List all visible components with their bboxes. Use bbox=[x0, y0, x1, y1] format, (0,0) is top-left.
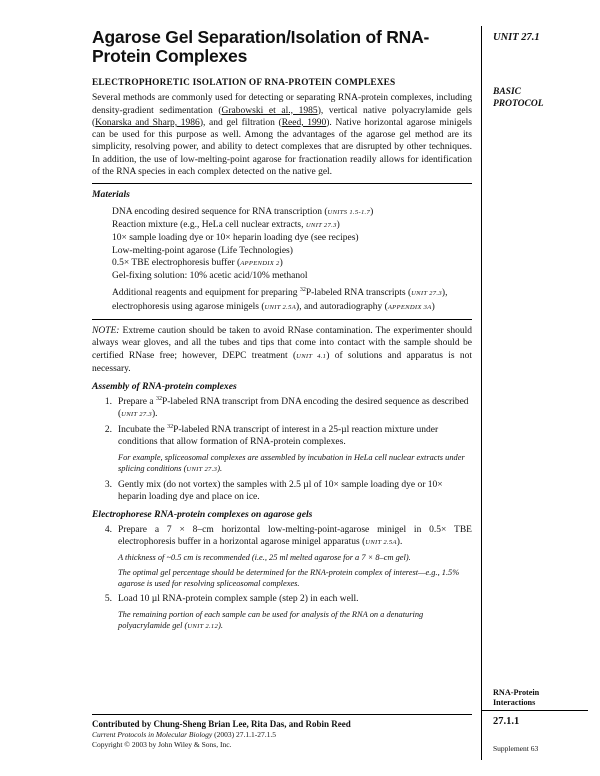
step-1: 1. Prepare a $^{32}$P-labeled RNA transcript from DNA encoding the desired sequence as described (UNIT 27.3). bbox=[104, 395, 469, 419]
subheading-assembly: Assembly of RNA-protein complexes bbox=[92, 381, 237, 393]
note-label: NOTE: bbox=[92, 326, 120, 337]
step-2: 2. Incubate the $^{32}$P-labeled RNA transcript of interest in a 25-µl reaction mixture under conditions that allow formation of RNA-protein complexes. bbox=[104, 423, 439, 448]
main-column bbox=[92, 28, 472, 636]
page-title: Agarose Gel Separation/Isolation of RNA-Protein Complexes bbox=[92, 27, 430, 66]
divider bbox=[92, 319, 472, 320]
supplement-label: Supplement 63 bbox=[493, 744, 539, 753]
footer-rule bbox=[92, 714, 472, 715]
journal-citation: Current Protocols in Molecular Biology (2003) 27.1.1-27.1.5 bbox=[92, 730, 277, 739]
subheading-electrophorese: Electrophorese RNA-protein complexes on agarose gels bbox=[92, 509, 313, 521]
step-4-note: The optimal gel percentage should be determined for the RNA-protein complex of interest—e.g., 1.5% agarose is used for resolving spliceosomal complexes. bbox=[118, 568, 460, 589]
step-4-note: A thickness of ~0.5 cm is recommended (i.e., 25 ml melted agarose for a 7 × 8–cm gel). bbox=[118, 553, 411, 563]
material-item: Low-melting-point agarose (Life Technologies) bbox=[112, 245, 293, 256]
material-item: Gel-fixing solution: 10% acetic acid/10% methanol bbox=[112, 271, 308, 282]
materials-list bbox=[112, 206, 472, 314]
citation-konarska[interactable]: Konarska and Sharp, 1986 bbox=[95, 117, 200, 128]
material-item: DNA encoding desired sequence for RNA transcription (UNITS 1.5-1.7) bbox=[112, 206, 374, 217]
note-paragraph: NOTE: Extreme caution should be taken to avoid RNase contamination. The experimenter should always wear gloves, and all the tubes and tips that come into contact with the sample should be certified RNase free; however, DEPC treatment (UNIT 4.1) of solutions and apparatus is not necessary. bbox=[92, 326, 472, 374]
contributors: Contributed by Chung-Sheng Brian Lee, Rita Das, and Robin Reed bbox=[92, 719, 351, 729]
step-4: 4. Prepare a 7 × 8–cm horizontal low-melting-point-agarose minigel in 0.5× TBE electrophoresis buffer in a horizontal agarose minigel apparatus (UNIT 2.5A). bbox=[104, 524, 472, 547]
protocol-type: BASIC PROTOCOL bbox=[493, 87, 544, 109]
citation-reed[interactable]: Reed, 1990 bbox=[281, 117, 327, 128]
page-number: 27.1.1 bbox=[493, 716, 520, 727]
material-item: 0.5× TBE electrophoresis buffer (APPENDIX 2) bbox=[112, 257, 283, 268]
unit-label: UNIT 27.1 bbox=[493, 32, 540, 43]
copyright: Copyright © 2003 by John Wiley & Sons, Inc. bbox=[92, 739, 232, 749]
section-heading: ELECTROPHORETIC ISOLATION OF RNA-PROTEIN COMPLEXES bbox=[92, 78, 396, 88]
footer bbox=[92, 714, 472, 749]
material-item: 10× sample loading dye or 10× heparin loading dye (see recipes) bbox=[112, 233, 359, 244]
material-item: Reaction mixture (e.g., HeLa cell nuclear extracts, UNIT 27.3) bbox=[112, 219, 340, 230]
step-3: 3. Gently mix (do not vortex) the samples with 2.5 µl of 10× sample loading dye or 10× heparin loading dye and place on ice. bbox=[104, 479, 443, 503]
additional-reagents: Additional reagents and equipment for preparing $^{32}$P-labeled RNA transcripts (UNIT 27.3), electrophoresis using agarose minigels (UNIT 2.5A), and autoradiography (APPENDIX 3A) bbox=[112, 287, 448, 312]
sidebar-rule bbox=[482, 710, 588, 711]
citation-grabowski[interactable]: Grabowski et al., 1985 bbox=[221, 105, 318, 116]
divider bbox=[92, 183, 472, 184]
vertical-rule bbox=[481, 26, 482, 760]
step-5: 5. Load 10 µl RNA-protein complex sample (step 2) in each well. bbox=[104, 594, 359, 605]
intro-paragraph: Several methods are commonly used for detecting or separating RNA-protein complexes, including density-gradient sedimentation (Grabowski et al., 1985), vertical native polyacrylamide gels (Konarska and Sharp, 1986), and gel filtration (Reed, 1990). Native horizontal agarose minigels can be used for this purpose as well. Among the advantages of the agarose gel method are its simplicity, resolving power, and ability to detect complexes that are disrupted by other techniques. In addition, the use of low-melting-point agarose for fractionation readily allows for identification of the RNA species in each complex detected on the native gel. bbox=[92, 93, 472, 178]
step-5-note: The remaining portion of each sample can be used for analysis of the RNA on a denaturing polyacrylamide gel (UNIT 2.12). bbox=[118, 609, 424, 630]
step-2-note: For example, spliceosomal complexes are assembled by incubation in HeLa cell nuclear extracts under splicing conditions (UNIT 27.3). bbox=[118, 452, 465, 473]
topic-label: RNA-Protein Interactions bbox=[493, 688, 540, 707]
materials-heading: Materials bbox=[92, 189, 130, 201]
